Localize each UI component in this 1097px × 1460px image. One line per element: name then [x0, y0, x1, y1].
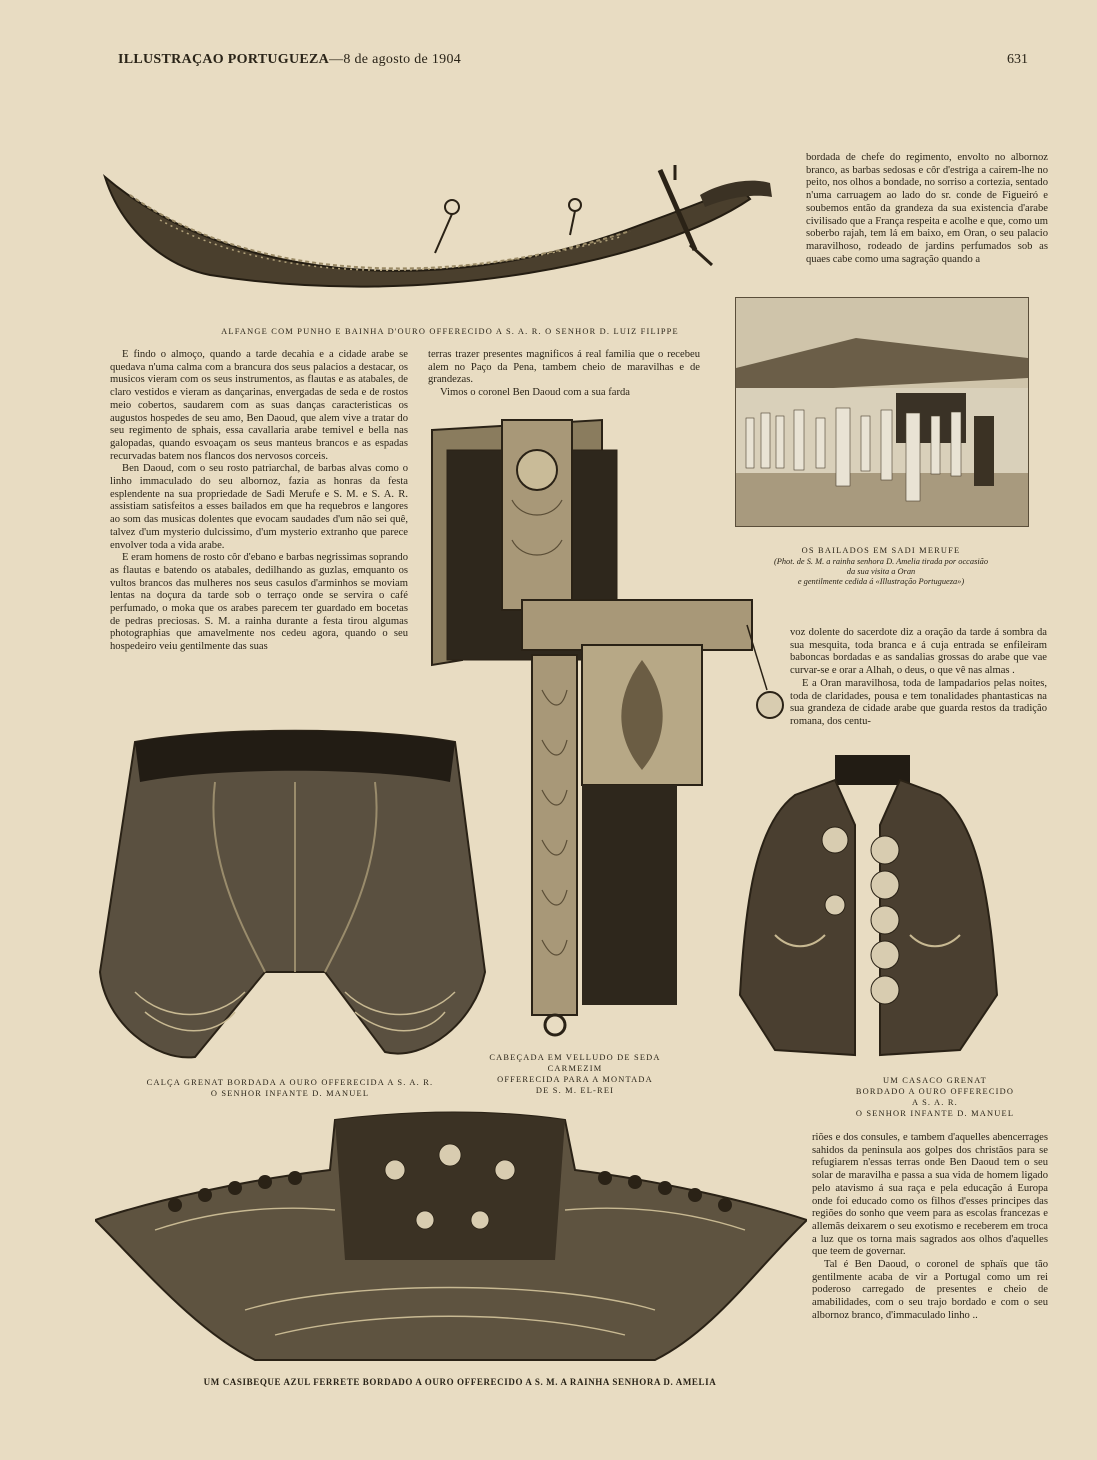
jacket-caption-line: BORDADO A OURO OFFERECIDO [855, 1087, 1015, 1096]
paragraph: E findo o almoço, quando a tarde decahia e a cidade arabe se quedava n'uma calma com a brancura dos seus palacios a destacar, os musicos vieram com os seus instrumentos, as flautas e as atabales, de claro vestidos e vieram as dançarinas, envergadas de seda e de rostos meio cobertos, saudarem com as suas danças caracteristicas os augustos hospedes de seu amo, Ben Daoud, que alem vive a tratar do seu regimento de sphais, essa cavallaria arabe temivel e bella nas galopadas, quando esvoaçam os seus manteus brancos e as espadas recurvadas batem nos flancos dos nervosos corceis. [110, 349, 408, 462]
bridle-caption [470, 1052, 680, 1096]
collar-illustration [95, 1110, 807, 1372]
issue-date: —8 de agosto de 1904 [329, 52, 462, 67]
publication-name: ILLUSTRAÇAO PORTUGUEZA [118, 52, 330, 67]
trousers-illustration [95, 722, 487, 1072]
running-header [118, 52, 461, 68]
paragraph: Vimos o coronel Ben Daoud com a sua farda [440, 387, 630, 399]
paragraph: terras trazer presentes magnificos á real familia que o recebeu alem no Paço da Pena, tambem cheio de maravilhas e de grandezas. [428, 349, 700, 386]
trousers-caption-line: CALÇA GRENAT BORDADA A OURO OFFERECIDA A S. A. R. [146, 1078, 434, 1087]
paragraph: Tal é Ben Daoud, o coronel de sphaïs que tão gentilmente acaba de vir a Portugal como um rei poderoso carregado de presentes e cheio de amabilidades, com o seu trajo bordado e com o seu albornoz branco, d'immaculado linho .. [812, 1259, 1048, 1321]
bridle-caption-line: CARMEZIM [547, 1064, 603, 1073]
trousers-caption [110, 1077, 470, 1099]
bridle-caption-line: CABEÇADA EM VELLUDO DE SEDA [489, 1053, 661, 1062]
photo-credit-line: (Phot. de S. M. a rainha senhora D. Amelia tirada por occasião [773, 557, 989, 566]
jacket-caption-line: A S. A. R. [912, 1098, 958, 1107]
text-column-middle [428, 349, 700, 400]
text-column-right [790, 627, 1047, 729]
trousers-caption-line: O SENHOR INFANTE D. MANUEL [210, 1089, 370, 1098]
paragraph: riões e dos consules, e tambem d'aquelles abencerrages sahidos da peninsula aos golpes dos christãos para se refugiarem n'essas terras onde Ben Daoud tem o seu solar de maravilha e passa a sua vida de homem ligado pelo atavismo á sua raça e pela educação á Europa onde foi educado como os filhos d'esses principes das regiões do sonho que veem para as escolas francezas e allemãs deixarem o seu exotismo e receberem em troca a luz que os torna mais sagrados aos olhos d'aquelles que teem de governar. [812, 1132, 1048, 1258]
sword-caption: ALFANGE COM PUNHO E BAINHA D'OURO OFFERECIDO A S. A. R. O SENHOR D. LUIZ FILIPPE [221, 327, 679, 336]
bridle-caption-line: OFFERECIDA PARA A MONTADA [497, 1075, 653, 1084]
page-number: 631 [1007, 52, 1028, 67]
jacket-caption [830, 1075, 1040, 1119]
paragraph: E eram homens de rosto côr d'ebano e barbas negrissimas soprando as flautas e batendo os atabales, dedilhando as guzlas, emquanto os vultos brancos das mulheres nos seus casulos d'arminhos se moviam lentas na doçura da tarde sob o terraço onde se servira o café perfumado, o moka que os arabes parecem ter guardado em bocetas de pedras preciosas. S. M. a rainha durante a festa tirou algumas photographias que amavelmente nos cedeu agora, quando o seu hospedeiro veiu gentilmente das suas [110, 552, 408, 653]
text-column-top-right [806, 152, 1048, 266]
jacket-illustration [735, 755, 1000, 1060]
photo-credit-line: e gentilmente cedida á «Illustração Portugueza») [797, 577, 965, 586]
sword-illustration [100, 155, 790, 310]
paragraph: Ben Daoud, com o seu rosto patriarchal, de barbas alvas como o linho immaculado do seu albornoz, fazia as honras da festa esplendente na sua propriedade de Sadi Merufe e S. M. e S. A. R. assistiam satisfeitos a esses bailados em que ha requebros e langores ao som das musicas dolentes que evocam saudades d'um não sei quê, talvez d'um mysterio dulcissimo, d'um mysterio extranho que parece envolver toda a vida arabe. [110, 463, 408, 551]
collar-caption: UM CASIBEQUE AZUL FERRETE BORDADO A OURO OFFERECIDO A S. M. A RAINHA SENHORA D. AMELIA [203, 1377, 717, 1387]
photo-caption: OS BAILADOS EM SADI MERUFE [801, 546, 961, 555]
jacket-caption-line: O SENHOR INFANTE D. MANUEL [855, 1109, 1015, 1118]
paragraph: bordada de chefe do regimento, envolto no albornoz branco, as barbas sedosas e côr d'estriga a cairem-lhe no peito, nos olhos a bondade, no sorriso a cortezia, sentado n'uma carruagem ao lado do sr. conde de Figueiró e soubemos então da grandeza da sua existencia d'arabe civilisado que a França respeita e acolhe e que, como um soberbo rajah, tem lá em baixo, em Oran, o seu palacio maravilhoso, rodeado de jardins perfumados sob as quaes cabe como uma sagração quando a [806, 152, 1048, 265]
text-column-bottom-right [812, 1132, 1048, 1323]
jacket-caption-line: UM CASACO GRENAT [883, 1076, 987, 1085]
paragraph: voz dolente do sacerdote diz a oração da tarde á sombra da sua mesquita, toda branca e á cuja entrada se enfileiram baboncas bordadas e as sandalias grossas do arabe que vae curvar-se e orar a Alhah, o deus, o que vê nas almas . [790, 627, 1047, 677]
photo-credit-line: da sua visita a Oran [846, 567, 916, 576]
text-column-left [110, 349, 408, 654]
bridle-caption-line: DE S. M. EL-REI [535, 1086, 615, 1095]
paragraph: E a Oran maravilhosa, toda de lampadarios pelas noites, toda de claridades, pousa e tem tonalidades phantasticas na sua grandeza de cidade arabe que guarda restos da tradição romana, dos centu- [790, 677, 1047, 727]
